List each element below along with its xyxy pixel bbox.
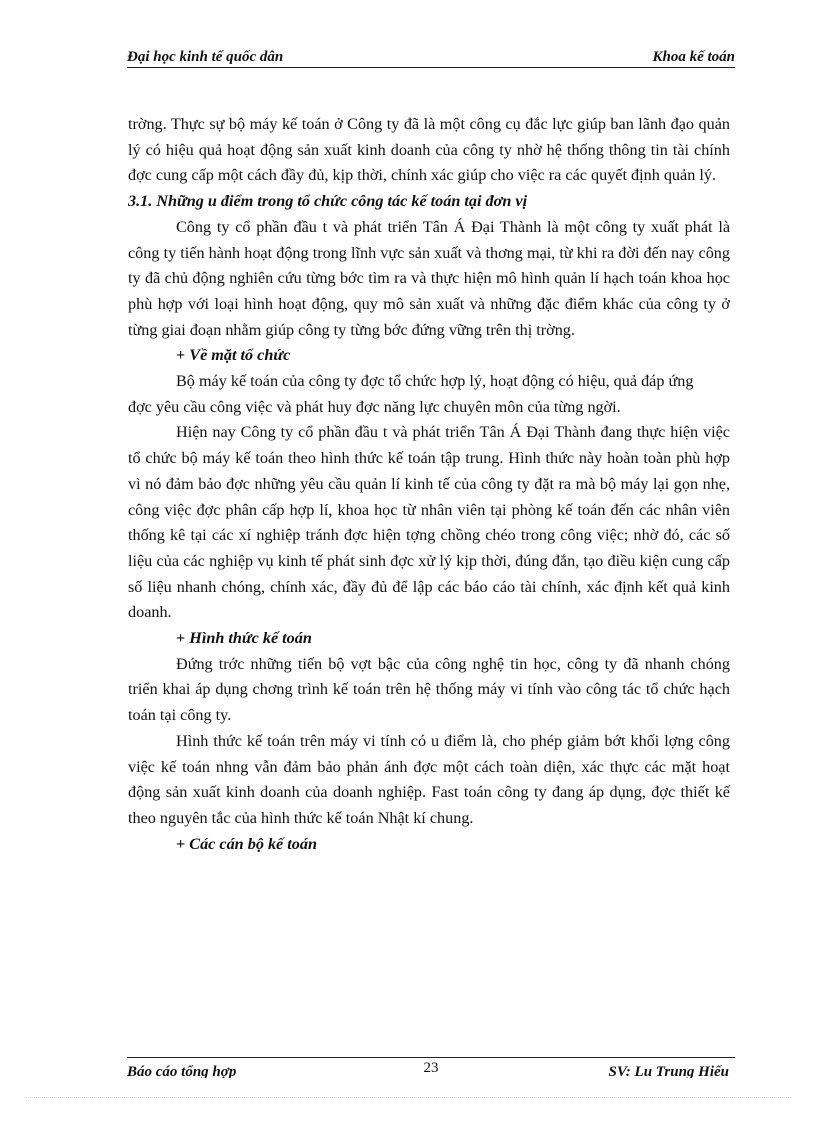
document-body [128, 112, 730, 857]
footer-left-text: Báo cáo tổng hợp [127, 1064, 237, 1078]
plus-bullet: + [176, 346, 186, 365]
paragraph-organization-a: Bộ máy kế toán của công ty đợc tổ chức hợp lý, hoạt động có hiệu, quả đáp ứng [176, 372, 694, 391]
paragraph-continuation: trờng. Thực sự bộ máy kế toán ở Công ty đã là một công cụ đắc lực giúp ban lãnh đạo quản lý có hiệu quả hoạt động sản xuất kinh doanh của công ty nhờ hệ thống thông tin tài chính đợc cung cấp một cách đầy đủ, kịp thời, chính xác giúp cho việc ra các quyết định quản lý. [128, 115, 730, 185]
header-right-text: Khoa kế toán [652, 49, 735, 65]
section-heading: 3.1. Những u điểm trong tổ chức công tác kế toán tại đơn vị [128, 192, 528, 211]
page-footer [127, 1057, 735, 1078]
subheading-accounting-staff [176, 832, 730, 858]
subheading-label: Về mặt tổ chức [189, 346, 291, 365]
paragraph-company-intro: Công ty cổ phần đầu t và phát triển Tân Á Đại Thành là một công ty xuất phát là công ty tiến hành hoạt động trong lĩnh vực sản xuất và thơng mại, từ khi ra đời đến nay công ty đã chủ động nghiên cứu từng bớc tìm ra và thực hiện mô hình quản lí hạch toán khoa học phù hợp với loại hình hoạt động, quy mô sản xuất và những đặc điểm khác của công ty ở từng giai đoạn nhằm giúp công ty từng bớc đứng vững trên thị trờng. [128, 217, 730, 339]
paragraph-centralized-accounting: Hiện nay Công ty cổ phần đầu t và phát triển Tân Á Đại Thành đang thực hiện việc tổ chức bộ máy kế toán theo hình thức kế toán tập trung. Hình thức này hoàn toàn phù hợp vì nó đảm bảo đợc những yêu cầu quản lí kinh tế của công ty đặt ra mà bộ máy lại gọn nhẹ, công việc đợc phân cấp hợp lí, khoa học từ nhân viên tại phòng kế toán đến các nhân viên thống kê tại các xí nghiệp tránh đợc hiện tợng chồng chéo trong công việc; nhờ đó, các số liệu của các nghiệp vụ kinh tế phát sinh đợc xử lý kịp thời, đúng đắn, tạo điều kiện cung cấp số liệu nhanh chóng, chính xác, đầy đủ để lập các báo cáo tài chính, xác định kết quả kinh doanh. [128, 423, 730, 622]
paragraph-organization-b: đợc yêu cầu công việc và phát huy đợc năng lực chuyên môn của từng ngời. [128, 397, 621, 416]
subheading-organization [176, 343, 730, 369]
paragraph-it-adoption: Đứng trớc những tiến bộ vợt bậc của công nghệ tin học, công ty đã nhanh chóng triển khai áp dụng chơng trình kế toán trên hệ thống máy vi tính vào công tác tổ chức hạch toán tại công ty. [128, 654, 730, 725]
page-header [127, 47, 735, 68]
header-left-text: Đại học kinh tế quốc dân [127, 49, 284, 65]
plus-bullet: + [176, 834, 186, 853]
subheading-label: Hình thức kế toán [189, 629, 312, 648]
subheading-label: Các cán bộ kế toán [189, 834, 317, 853]
plus-bullet: + [176, 629, 186, 648]
footer-right-text: SV: Lu Trung Hiếu [608, 1064, 729, 1078]
page-number: 23 [423, 1060, 439, 1076]
paragraph-computer-accounting: Hình thức kế toán trên máy vi tính có u điểm là, cho phép giảm bớt khối lợng công việc kế toán nhng vẫn đảm bảo phản ánh đợc một cách toàn diện, xác thực các mặt hoạt động sản xuất kinh doanh của doanh nghiệp. Fast toán công ty đang áp dụng, đợc thiết kế theo nguyên tắc của hình thức kế toán Nhật kí chung. [128, 731, 730, 827]
page-bottom-divider [25, 1097, 791, 1098]
subheading-accounting-form [176, 626, 730, 652]
